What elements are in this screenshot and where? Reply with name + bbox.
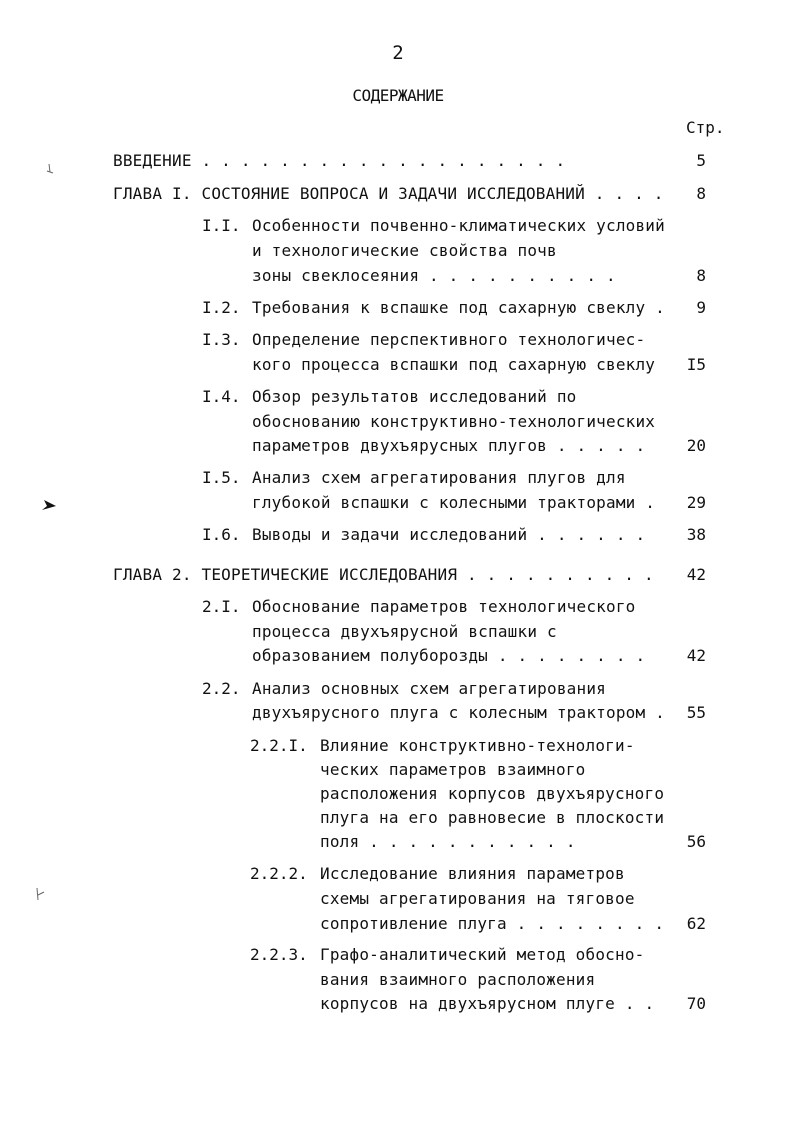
- toc-page-intro: 5: [696, 151, 706, 170]
- toc-page: 29: [686, 493, 706, 512]
- toc-entry-line: Анализ схем агрегатирования плугов для: [252, 468, 626, 487]
- page-number: 2: [392, 42, 404, 64]
- toc-entry-line: обоснованию конструктивно-технологических: [252, 412, 656, 431]
- toc-section-number: I.4.: [202, 387, 241, 406]
- toc-entry-line: образованием полуборозды . . . . . . . .: [252, 646, 646, 665]
- scan-speck-icon: [44, 162, 56, 176]
- toc-entry-line: ческих параметров взаимного: [320, 760, 586, 779]
- toc-entry-line: корпусов на двухъярусном плуге . .: [320, 994, 655, 1013]
- toc-page: 8: [696, 266, 706, 285]
- toc-entry-line: Особенности почвенно-климатических условий: [252, 216, 665, 235]
- toc-page-chapter-1: 8: [696, 184, 706, 203]
- toc-section-number: 2.I.: [202, 597, 241, 616]
- toc-entry-line: Графо-аналитический метод обосно-: [320, 945, 645, 964]
- toc-entry-line: Обоснование параметров технологического: [252, 597, 636, 616]
- scan-speck-icon: [34, 886, 46, 902]
- page-title: СОДЕРЖАНИЕ: [352, 86, 444, 105]
- toc-entry-intro: ВВЕДЕНИЕ . . . . . . . . . . . . . . . . . . .: [113, 151, 566, 170]
- toc-section-number: I.2.: [202, 298, 241, 317]
- toc-subsection-number: 2.2.2.: [250, 864, 308, 883]
- toc-section-number: I.I.: [202, 216, 241, 235]
- toc-page-chapter-2: 42: [686, 565, 706, 584]
- toc-page: I5: [686, 355, 706, 374]
- toc-page: 62: [686, 914, 706, 933]
- toc-entry-line: зоны свеклосеяния . . . . . . . . . .: [252, 266, 616, 285]
- toc-page: 42: [686, 646, 706, 665]
- toc-page: 56: [686, 832, 706, 851]
- toc-entry-line: поля . . . . . . . . . . .: [320, 832, 576, 851]
- toc-entry-line: сопротивление плуга . . . . . . . .: [320, 914, 665, 933]
- toc-subsection-number: 2.2.I.: [250, 736, 308, 755]
- toc-entry-line: двухъярусного плуга с колесным трактором .: [252, 703, 665, 722]
- toc-subsection-number: 2.2.3.: [250, 945, 308, 964]
- toc-entry-line: Требования к вспашке под сахарную свеклу .: [252, 298, 665, 317]
- toc-page: 70: [686, 994, 706, 1013]
- toc-entry-line: кого процесса вспашки под сахарную свеклу: [252, 355, 656, 374]
- toc-entry-line: плуга на его равновесие в плоскости: [320, 808, 665, 827]
- toc-section-number: I.5.: [202, 468, 241, 487]
- toc-page: 38: [686, 525, 706, 544]
- toc-entry-line: Обзор результатов исследований по: [252, 387, 577, 406]
- toc-entry-line: Влияние конструктивно-технологи-: [320, 736, 635, 755]
- toc-entry-chapter-1: ГЛАВА I. СОСТОЯНИЕ ВОПРОСА И ЗАДАЧИ ИССЛЕДОВАНИЙ . . . .: [113, 184, 664, 203]
- toc-entry-line: и технологические свойства почв: [252, 241, 557, 260]
- toc-entry-line: схемы агрегатирования на тяговое: [320, 889, 635, 908]
- toc-page: 55: [686, 703, 706, 722]
- toc-section-number: I.3.: [202, 330, 241, 349]
- toc-entry-line: Исследование влияния параметров: [320, 864, 625, 883]
- toc-entry-line: процесса двухъярусной вспашки с: [252, 622, 557, 641]
- toc-entry-line: Анализ основных схем агрегатирования: [252, 679, 606, 698]
- toc-entry-line: параметров двухъярусных плугов . . . . .: [252, 436, 646, 455]
- toc-page: 20: [686, 436, 706, 455]
- toc-entry-chapter-2: ГЛАВА 2. ТЕОРЕТИЧЕСКИЕ ИССЛЕДОВАНИЯ . . . . . . . . . .: [113, 565, 654, 584]
- toc-section-number: 2.2.: [202, 679, 241, 698]
- margin-arrow-icon: [40, 498, 58, 514]
- page-column-label: Стр.: [686, 118, 725, 137]
- toc-entry-line: глубокой вспашки с колесными тракторами .: [252, 493, 656, 512]
- toc-page: 9: [696, 298, 706, 317]
- toc-entry-line: Выводы и задачи исследований . . . . . .: [252, 525, 646, 544]
- toc-entry-line: Определение перспективного технологичес-: [252, 330, 646, 349]
- toc-entry-line: вания взаимного расположения: [320, 970, 596, 989]
- toc-entry-line: расположения корпусов двухъярусного: [320, 784, 665, 803]
- toc-section-number: I.6.: [202, 525, 241, 544]
